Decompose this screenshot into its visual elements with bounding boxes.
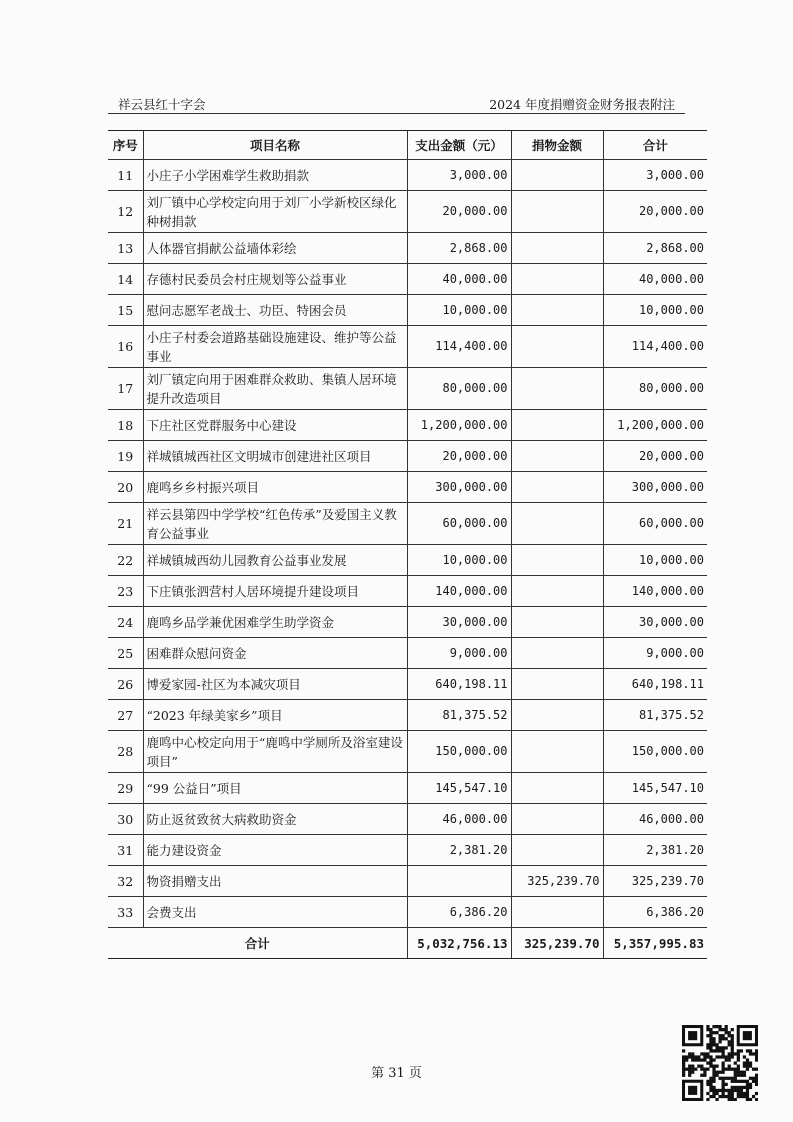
row-project-name: “2023 年绿美家乡”项目 (143, 700, 407, 731)
col-header-project: 项目名称 (143, 131, 407, 160)
row-spend-amount: 9,000.00 (407, 638, 511, 669)
row-spend-amount: 145,547.10 (407, 773, 511, 804)
table-row (108, 545, 707, 576)
row-goods-amount (511, 576, 603, 607)
table-row (108, 866, 707, 897)
row-total-amount: 20,000.00 (603, 441, 707, 472)
row-seq: 19 (108, 441, 143, 472)
table-row (108, 607, 707, 638)
row-goods-amount (511, 191, 603, 233)
table-row (108, 472, 707, 503)
row-goods-amount (511, 160, 603, 191)
row-seq: 22 (108, 545, 143, 576)
row-total-amount: 46,000.00 (603, 804, 707, 835)
row-seq: 21 (108, 503, 143, 545)
table-row (108, 835, 707, 866)
row-spend-amount: 2,381.20 (407, 835, 511, 866)
col-header-total: 合计 (603, 131, 707, 160)
row-project-name: 困难群众慰问资金 (143, 638, 407, 669)
row-project-name: 小庄子村委会道路基础设施建设、维护等公益事业 (143, 326, 407, 368)
table-row (108, 804, 707, 835)
table-row (108, 160, 707, 191)
row-project-name: 刘厂镇定向用于困难群众救助、集镇人居环境提升改造项目 (143, 368, 407, 410)
row-goods-amount (511, 835, 603, 866)
row-goods-amount (511, 441, 603, 472)
row-seq: 30 (108, 804, 143, 835)
table-row (108, 295, 707, 326)
row-project-name: 祥城镇城西幼儿园教育公益事业发展 (143, 545, 407, 576)
row-seq: 23 (108, 576, 143, 607)
table-row (108, 326, 707, 368)
row-spend-amount: 300,000.00 (407, 472, 511, 503)
row-spend-amount: 1,200,000.00 (407, 410, 511, 441)
row-spend-amount: 40,000.00 (407, 264, 511, 295)
row-spend-amount: 150,000.00 (407, 731, 511, 773)
expense-table (108, 130, 707, 959)
row-project-name: 鹿鸣乡品学兼优困难学生助学资金 (143, 607, 407, 638)
row-spend-amount: 20,000.00 (407, 441, 511, 472)
row-total-amount: 60,000.00 (603, 503, 707, 545)
row-seq: 27 (108, 700, 143, 731)
row-total-amount: 30,000.00 (603, 607, 707, 638)
table-row (108, 264, 707, 295)
row-goods-amount (511, 545, 603, 576)
row-seq: 18 (108, 410, 143, 441)
row-goods-amount (511, 607, 603, 638)
table-row (108, 773, 707, 804)
row-goods-amount (511, 264, 603, 295)
header-rule (108, 113, 685, 114)
row-project-name: 下庄镇张泗营村人居环境提升建设项目 (143, 576, 407, 607)
row-goods-amount (511, 804, 603, 835)
row-project-name: 小庄子小学困难学生救助捐款 (143, 160, 407, 191)
total-row (108, 928, 707, 959)
row-spend-amount: 30,000.00 (407, 607, 511, 638)
row-total-amount: 325,239.70 (603, 866, 707, 897)
row-spend-amount: 6,386.20 (407, 897, 511, 928)
row-project-name: “99 公益日”项目 (143, 773, 407, 804)
row-total-amount: 145,547.10 (603, 773, 707, 804)
row-project-name: 祥城镇城西社区文明城市创建进社区项目 (143, 441, 407, 472)
row-total-amount: 640,198.11 (603, 669, 707, 700)
row-total-amount: 1,200,000.00 (603, 410, 707, 441)
table-row (108, 897, 707, 928)
row-seq: 15 (108, 295, 143, 326)
row-seq: 13 (108, 233, 143, 264)
row-seq: 11 (108, 160, 143, 191)
row-goods-amount (511, 700, 603, 731)
row-spend-amount: 46,000.00 (407, 804, 511, 835)
row-goods-amount (511, 503, 603, 545)
row-goods-amount (511, 472, 603, 503)
row-goods-amount (511, 368, 603, 410)
table-row (108, 368, 707, 410)
row-spend-amount: 114,400.00 (407, 326, 511, 368)
row-goods-amount: 325,239.70 (511, 866, 603, 897)
table-row (108, 441, 707, 472)
organization-name: 祥云县红十字会 (118, 97, 206, 112)
row-project-name: 防止返贫致贫大病救助资金 (143, 804, 407, 835)
row-spend-amount: 60,000.00 (407, 503, 511, 545)
row-seq: 14 (108, 264, 143, 295)
row-project-name: 鹿鸣乡乡村振兴项目 (143, 472, 407, 503)
row-project-name: 刘厂镇中心学校定向用于刘厂小学新校区绿化种树捐款 (143, 191, 407, 233)
table-row (108, 731, 707, 773)
row-total-amount: 9,000.00 (603, 638, 707, 669)
row-project-name: 慰问志愿军老战士、功臣、特困会员 (143, 295, 407, 326)
table-header-row (108, 131, 707, 160)
row-goods-amount (511, 638, 603, 669)
page-number: 第 31 页 (371, 1066, 422, 1081)
row-goods-amount (511, 295, 603, 326)
table-row (108, 700, 707, 731)
row-project-name: 祥云县第四中学学校“红色传承”及爱国主义教育公益事业 (143, 503, 407, 545)
row-goods-amount (511, 897, 603, 928)
row-spend-amount: 3,000.00 (407, 160, 511, 191)
table-row (108, 410, 707, 441)
row-spend-amount: 10,000.00 (407, 295, 511, 326)
row-seq: 32 (108, 866, 143, 897)
grand-total-amount: 5,357,995.83 (603, 928, 707, 959)
row-seq: 29 (108, 773, 143, 804)
col-header-seq: 序号 (108, 131, 143, 160)
row-total-amount: 2,868.00 (603, 233, 707, 264)
row-project-name: 博爱家园-社区为本减灾项目 (143, 669, 407, 700)
row-total-amount: 140,000.00 (603, 576, 707, 607)
row-seq: 20 (108, 472, 143, 503)
row-seq: 28 (108, 731, 143, 773)
row-goods-amount (511, 410, 603, 441)
row-total-amount: 10,000.00 (603, 295, 707, 326)
row-goods-amount (511, 233, 603, 264)
table-row (108, 576, 707, 607)
row-project-name: 存德村民委员会村庄规划等公益事业 (143, 264, 407, 295)
row-spend-amount (407, 866, 511, 897)
report-title: 2024 年度捐赠资金财务报表附注 (489, 97, 675, 112)
table-row (108, 503, 707, 545)
table-row (108, 669, 707, 700)
row-project-name: 物资捐赠支出 (143, 866, 407, 897)
row-seq: 26 (108, 669, 143, 700)
row-spend-amount: 80,000.00 (407, 368, 511, 410)
row-total-amount: 3,000.00 (603, 160, 707, 191)
row-seq: 25 (108, 638, 143, 669)
row-spend-amount: 81,375.52 (407, 700, 511, 731)
row-total-amount: 2,381.20 (603, 835, 707, 866)
row-seq: 17 (108, 368, 143, 410)
row-spend-amount: 10,000.00 (407, 545, 511, 576)
row-total-amount: 114,400.00 (603, 326, 707, 368)
col-header-goods: 捐物金额 (511, 131, 603, 160)
row-goods-amount (511, 669, 603, 700)
row-total-amount: 300,000.00 (603, 472, 707, 503)
total-goods-amount: 325,239.70 (511, 928, 603, 959)
row-project-name: 能力建设资金 (143, 835, 407, 866)
row-seq: 33 (108, 897, 143, 928)
row-total-amount: 10,000.00 (603, 545, 707, 576)
row-seq: 24 (108, 607, 143, 638)
table-row (108, 638, 707, 669)
row-spend-amount: 2,868.00 (407, 233, 511, 264)
row-total-amount: 150,000.00 (603, 731, 707, 773)
row-total-amount: 40,000.00 (603, 264, 707, 295)
row-seq: 31 (108, 835, 143, 866)
row-project-name: 人体器官捐献公益墙体彩绘 (143, 233, 407, 264)
row-spend-amount: 640,198.11 (407, 669, 511, 700)
row-total-amount: 81,375.52 (603, 700, 707, 731)
qr-code-icon (682, 1025, 758, 1101)
row-goods-amount (511, 731, 603, 773)
table-row (108, 191, 707, 233)
row-total-amount: 20,000.00 (603, 191, 707, 233)
total-spend-amount: 5,032,756.13 (407, 928, 511, 959)
total-label: 合计 (108, 928, 407, 959)
row-goods-amount (511, 326, 603, 368)
row-project-name: 鹿鸣中心校定向用于“鹿鸣中学厕所及浴室建设项目” (143, 731, 407, 773)
row-project-name: 会费支出 (143, 897, 407, 928)
row-spend-amount: 140,000.00 (407, 576, 511, 607)
row-goods-amount (511, 773, 603, 804)
col-header-spend: 支出金额（元） (407, 131, 511, 160)
row-seq: 12 (108, 191, 143, 233)
row-spend-amount: 20,000.00 (407, 191, 511, 233)
row-project-name: 下庄社区党群服务中心建设 (143, 410, 407, 441)
table-row (108, 233, 707, 264)
row-total-amount: 80,000.00 (603, 368, 707, 410)
row-seq: 16 (108, 326, 143, 368)
row-total-amount: 6,386.20 (603, 897, 707, 928)
